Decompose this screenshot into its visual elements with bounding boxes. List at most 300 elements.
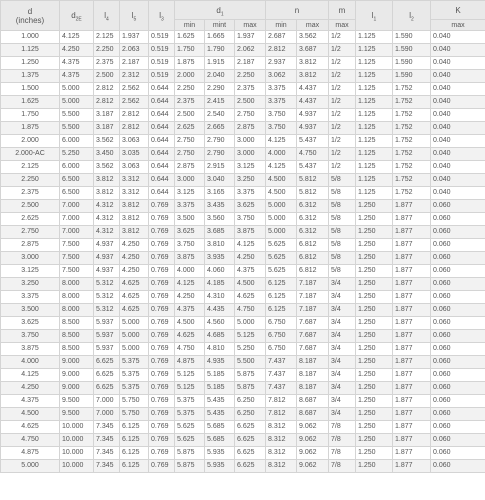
cell-k: 0.040 — [431, 83, 485, 96]
header-l4-symbol: l — [104, 11, 106, 20]
cell-l2: 1.877 — [393, 447, 431, 460]
cell-l3: 0.769 — [149, 356, 175, 369]
cell-k: 0.060 — [431, 291, 485, 304]
cell-l4: 2.812 — [94, 83, 120, 96]
cell-d: 4.750 — [1, 434, 60, 447]
cell-l4: 6.625 — [94, 382, 120, 395]
cell-d: 3.625 — [1, 317, 60, 330]
cell-l5: 5.000 — [120, 330, 149, 343]
cell-l2: 1.877 — [393, 213, 431, 226]
table-row — [1, 148, 485, 161]
cell-n-min: 5.000 — [266, 213, 297, 226]
header-d1-mint: mint — [205, 20, 235, 31]
cell-l1: 1.125 — [356, 122, 393, 135]
cell-n-max: 7.187 — [297, 278, 329, 291]
cell-l4: 3.450 — [94, 148, 120, 161]
cell-d1-max: 2.875 — [235, 122, 266, 135]
cell-l1: 1.250 — [356, 460, 393, 473]
cell-l5: 5.750 — [120, 395, 149, 408]
cell-l5: 3.035 — [120, 148, 149, 161]
cell-l4: 7.000 — [94, 408, 120, 421]
cell-l5: 4.625 — [120, 278, 149, 291]
cell-l2: 1.752 — [393, 135, 431, 148]
cell-m: 5/8 — [329, 187, 356, 200]
cell-d1-max: 5.125 — [235, 330, 266, 343]
cell-d2e: 6.500 — [60, 187, 94, 200]
cell-l4: 7.345 — [94, 460, 120, 473]
cell-d1-min: 5.625 — [175, 434, 205, 447]
cell-d1-min: 1.875 — [175, 57, 205, 70]
cell-d1-min: 5.375 — [175, 408, 205, 421]
table-row — [1, 187, 485, 200]
cell-l1: 1.125 — [356, 148, 393, 161]
cell-n-min: 7.812 — [266, 395, 297, 408]
cell-d2e: 7.000 — [60, 226, 94, 239]
cell-k: 0.060 — [431, 382, 485, 395]
cell-d1-max: 1.937 — [235, 31, 266, 44]
cell-d1-max: 3.250 — [235, 174, 266, 187]
header-d1-min: min — [175, 20, 205, 31]
cell-l5: 2.812 — [120, 122, 149, 135]
cell-k: 0.060 — [431, 330, 485, 343]
cell-l5: 6.125 — [120, 434, 149, 447]
cell-d2e: 4.375 — [60, 70, 94, 83]
cell-l2: 1.590 — [393, 70, 431, 83]
cell-d1-mint: 5.435 — [205, 408, 235, 421]
cell-n-min: 5.625 — [266, 252, 297, 265]
cell-d2e: 6.500 — [60, 174, 94, 187]
cell-l1: 1.125 — [356, 57, 393, 70]
cell-d1-min: 4.375 — [175, 304, 205, 317]
cell-n-min: 6.125 — [266, 291, 297, 304]
cell-d2e: 5.250 — [60, 148, 94, 161]
cell-n-max: 4.937 — [297, 122, 329, 135]
cell-m: 3/4 — [329, 304, 356, 317]
cell-n-min: 6.750 — [266, 317, 297, 330]
cell-m: 1/2 — [329, 148, 356, 161]
cell-l1: 1.125 — [356, 187, 393, 200]
cell-d: 2.125 — [1, 161, 60, 174]
cell-d2e: 8.000 — [60, 278, 94, 291]
cell-l5: 6.125 — [120, 421, 149, 434]
cell-l1: 1.250 — [356, 239, 393, 252]
table-row — [1, 83, 485, 96]
cell-d: 1.000 — [1, 31, 60, 44]
cell-d1-max: 2.250 — [235, 70, 266, 83]
cell-n-max: 7.187 — [297, 291, 329, 304]
cell-l1: 1.250 — [356, 252, 393, 265]
cell-l4: 7.000 — [94, 395, 120, 408]
cell-l5: 2.562 — [120, 83, 149, 96]
cell-n-max: 3.812 — [297, 57, 329, 70]
cell-d: 2.000-AC — [1, 148, 60, 161]
cell-l5: 1.937 — [120, 31, 149, 44]
table-row — [1, 44, 485, 57]
table-row — [1, 96, 485, 109]
cell-n-max: 9.062 — [297, 460, 329, 473]
table-row — [1, 369, 485, 382]
cell-d: 2.000 — [1, 135, 60, 148]
cell-d1-mint: 5.685 — [205, 434, 235, 447]
cell-n-min: 2.937 — [266, 57, 297, 70]
cell-d1-mint: 3.435 — [205, 200, 235, 213]
cell-d1-min: 5.625 — [175, 421, 205, 434]
cell-d2e: 9.000 — [60, 356, 94, 369]
cell-k: 0.060 — [431, 369, 485, 382]
cell-l3: 0.769 — [149, 382, 175, 395]
cell-n-min: 6.750 — [266, 330, 297, 343]
table-row — [1, 174, 485, 187]
header-l2 — [393, 1, 431, 31]
cell-m: 3/4 — [329, 330, 356, 343]
cell-d1-mint: 3.935 — [205, 252, 235, 265]
cell-d: 4.125 — [1, 369, 60, 382]
cell-l2: 1.877 — [393, 239, 431, 252]
cell-l2: 1.877 — [393, 356, 431, 369]
cell-l4: 7.345 — [94, 421, 120, 434]
cell-d1-min: 5.875 — [175, 460, 205, 473]
cell-n-min: 3.750 — [266, 122, 297, 135]
cell-d: 2.375 — [1, 187, 60, 200]
cell-d1-max: 5.000 — [235, 317, 266, 330]
cell-d: 3.125 — [1, 265, 60, 278]
cell-m: 3/4 — [329, 343, 356, 356]
cell-k: 0.040 — [431, 174, 485, 187]
table-row — [1, 226, 485, 239]
cell-l4: 4.312 — [94, 200, 120, 213]
cell-l3: 0.769 — [149, 239, 175, 252]
cell-l4: 3.562 — [94, 135, 120, 148]
cell-l3: 0.644 — [149, 109, 175, 122]
cell-d1-min: 4.750 — [175, 343, 205, 356]
cell-l2: 1.877 — [393, 278, 431, 291]
cell-l5: 2.812 — [120, 109, 149, 122]
cell-d2e: 6.000 — [60, 161, 94, 174]
cell-k: 0.060 — [431, 317, 485, 330]
table-row — [1, 239, 485, 252]
cell-d: 5.000 — [1, 460, 60, 473]
cell-l3: 0.644 — [149, 96, 175, 109]
cell-n-min: 3.062 — [266, 70, 297, 83]
cell-d2e: 8.500 — [60, 317, 94, 330]
cell-l4: 7.345 — [94, 434, 120, 447]
cell-d1-mint: 2.790 — [205, 135, 235, 148]
cell-d: 2.250 — [1, 174, 60, 187]
table-row — [1, 434, 485, 447]
cell-l1: 1.125 — [356, 31, 393, 44]
header-l4-sub: 4 — [106, 16, 109, 23]
header-row-primary — [1, 1, 485, 20]
cell-l1: 1.125 — [356, 109, 393, 122]
cell-m: 5/8 — [329, 200, 356, 213]
cell-d1-max: 6.250 — [235, 408, 266, 421]
cell-l1: 1.250 — [356, 343, 393, 356]
cell-k: 0.060 — [431, 304, 485, 317]
table-row — [1, 395, 485, 408]
header-d-unit: (inches) — [15, 15, 45, 25]
table-row — [1, 304, 485, 317]
cell-m: 5/8 — [329, 252, 356, 265]
cell-d2e: 4.375 — [60, 57, 94, 70]
cell-n-max: 5.437 — [297, 161, 329, 174]
cell-n-min: 7.812 — [266, 408, 297, 421]
cell-l5: 4.625 — [120, 291, 149, 304]
cell-l4: 2.500 — [94, 70, 120, 83]
cell-d: 2.875 — [1, 239, 60, 252]
header-k-max: max — [431, 20, 485, 31]
cell-d1-min: 4.625 — [175, 330, 205, 343]
cell-l2: 1.752 — [393, 148, 431, 161]
cell-l2: 1.877 — [393, 200, 431, 213]
cell-d2e: 8.000 — [60, 291, 94, 304]
cell-l2: 1.877 — [393, 395, 431, 408]
cell-k: 0.040 — [431, 187, 485, 200]
cell-n-min: 2.812 — [266, 44, 297, 57]
cell-d1-max: 5.500 — [235, 356, 266, 369]
cell-n-min: 3.375 — [266, 83, 297, 96]
cell-d2e: 4.250 — [60, 44, 94, 57]
cell-d1-mint: 5.185 — [205, 369, 235, 382]
cell-d1-max: 6.625 — [235, 447, 266, 460]
cell-d1-max: 4.625 — [235, 291, 266, 304]
cell-l1: 1.250 — [356, 434, 393, 447]
cell-l3: 0.769 — [149, 330, 175, 343]
cell-d2e: 9.000 — [60, 369, 94, 382]
cell-l2: 1.877 — [393, 382, 431, 395]
header-m-max: max — [329, 20, 356, 31]
cell-m: 3/4 — [329, 395, 356, 408]
cell-l2: 1.877 — [393, 434, 431, 447]
cell-k: 0.060 — [431, 356, 485, 369]
cell-n-max: 9.062 — [297, 421, 329, 434]
header-l3-symbol: l — [159, 11, 161, 20]
cell-l3: 0.769 — [149, 395, 175, 408]
cell-d2e: 8.500 — [60, 343, 94, 356]
cell-d1-min: 2.875 — [175, 161, 205, 174]
header-d2e — [60, 1, 94, 31]
cell-l2: 1.752 — [393, 122, 431, 135]
cell-n-min: 5.625 — [266, 239, 297, 252]
cell-k: 0.060 — [431, 434, 485, 447]
cell-l2: 1.877 — [393, 304, 431, 317]
cell-d: 1.875 — [1, 122, 60, 135]
table-row — [1, 343, 485, 356]
cell-d2e: 6.000 — [60, 135, 94, 148]
cell-n-max: 7.687 — [297, 317, 329, 330]
cell-d1-max: 3.625 — [235, 200, 266, 213]
cell-l5: 2.562 — [120, 96, 149, 109]
cell-d1-max: 3.000 — [235, 135, 266, 148]
cell-d1-max: 6.625 — [235, 460, 266, 473]
header-d1 — [175, 1, 266, 20]
cell-d1-min: 2.375 — [175, 96, 205, 109]
cell-l2: 1.877 — [393, 291, 431, 304]
cell-n-min: 7.437 — [266, 356, 297, 369]
cell-l1: 1.250 — [356, 304, 393, 317]
cell-d: 1.125 — [1, 44, 60, 57]
cell-l3: 0.644 — [149, 174, 175, 187]
cell-d1-max: 5.875 — [235, 382, 266, 395]
cell-d1-mint: 1.790 — [205, 44, 235, 57]
cell-n-min: 6.750 — [266, 343, 297, 356]
cell-d1-mint: 5.685 — [205, 421, 235, 434]
cell-d: 3.500 — [1, 304, 60, 317]
table-row — [1, 109, 485, 122]
cell-n-max: 3.687 — [297, 44, 329, 57]
cell-d1-max: 4.250 — [235, 252, 266, 265]
cell-d: 1.375 — [1, 70, 60, 83]
cell-m: 5/8 — [329, 174, 356, 187]
cell-d: 4.500 — [1, 408, 60, 421]
cell-d1-max: 3.000 — [235, 148, 266, 161]
cell-k: 0.060 — [431, 460, 485, 473]
cell-d: 4.000 — [1, 356, 60, 369]
cell-d1-mint: 3.040 — [205, 174, 235, 187]
cell-d1-mint: 3.165 — [205, 187, 235, 200]
cell-d: 2.500 — [1, 200, 60, 213]
cell-l5: 3.812 — [120, 213, 149, 226]
header-l1-sub: 1 — [373, 16, 377, 23]
cell-d2e: 7.500 — [60, 265, 94, 278]
cell-n-max: 5.437 — [297, 135, 329, 148]
header-d2e-sub: 2E — [75, 16, 82, 23]
cell-l1: 1.250 — [356, 421, 393, 434]
cell-d1-max: 6.625 — [235, 421, 266, 434]
cell-d1-mint: 2.040 — [205, 70, 235, 83]
cell-l4: 4.937 — [94, 239, 120, 252]
cell-d2e: 8.000 — [60, 304, 94, 317]
table-row — [1, 122, 485, 135]
cell-m: 3/4 — [329, 356, 356, 369]
cell-l3: 0.519 — [149, 44, 175, 57]
cell-n-max: 5.812 — [297, 174, 329, 187]
cell-n-min: 5.000 — [266, 200, 297, 213]
cell-n-min: 4.500 — [266, 174, 297, 187]
cell-d1-min: 5.125 — [175, 382, 205, 395]
cell-l3: 0.644 — [149, 148, 175, 161]
cell-l4: 3.812 — [94, 187, 120, 200]
cell-l4: 3.562 — [94, 161, 120, 174]
cell-l1: 1.125 — [356, 44, 393, 57]
cell-d: 2.750 — [1, 226, 60, 239]
cell-d1-max: 4.750 — [235, 304, 266, 317]
header-k-symbol: K — [455, 5, 461, 15]
cell-k: 0.060 — [431, 447, 485, 460]
cell-d: 1.750 — [1, 109, 60, 122]
header-k — [431, 1, 485, 20]
cell-l1: 1.250 — [356, 447, 393, 460]
cell-l2: 1.877 — [393, 252, 431, 265]
cell-l4: 5.937 — [94, 330, 120, 343]
cell-l1: 1.250 — [356, 395, 393, 408]
cell-k: 0.060 — [431, 252, 485, 265]
cell-l5: 3.312 — [120, 174, 149, 187]
cell-d1-mint: 4.810 — [205, 343, 235, 356]
cell-n-min: 7.437 — [266, 382, 297, 395]
cell-k: 0.060 — [431, 421, 485, 434]
cell-d2e: 10.000 — [60, 421, 94, 434]
header-m-symbol: m — [338, 5, 346, 15]
cell-n-max: 9.062 — [297, 434, 329, 447]
cell-m: 7/8 — [329, 421, 356, 434]
cell-d1-mint: 3.810 — [205, 239, 235, 252]
cell-d1-min: 2.250 — [175, 83, 205, 96]
cell-l4: 6.625 — [94, 369, 120, 382]
table-row — [1, 408, 485, 421]
cell-m: 7/8 — [329, 447, 356, 460]
table-row — [1, 447, 485, 460]
cell-l2: 1.752 — [393, 161, 431, 174]
cell-l3: 0.769 — [149, 226, 175, 239]
table-row — [1, 213, 485, 226]
cell-l3: 0.644 — [149, 161, 175, 174]
cell-k: 0.060 — [431, 213, 485, 226]
cell-l3: 0.644 — [149, 122, 175, 135]
cell-m: 7/8 — [329, 460, 356, 473]
cell-l5: 6.125 — [120, 460, 149, 473]
cell-d: 4.625 — [1, 421, 60, 434]
cell-d1-mint: 2.540 — [205, 109, 235, 122]
cell-d1-min: 4.125 — [175, 278, 205, 291]
cell-l3: 0.769 — [149, 369, 175, 382]
cell-d: 4.375 — [1, 395, 60, 408]
cell-l4: 5.312 — [94, 291, 120, 304]
cell-l4: 2.250 — [94, 44, 120, 57]
cell-l5: 5.375 — [120, 369, 149, 382]
cell-m: 1/2 — [329, 31, 356, 44]
header-d-label: d — [27, 6, 33, 16]
cell-n-max: 7.687 — [297, 330, 329, 343]
cell-n-max: 4.437 — [297, 96, 329, 109]
cell-l3: 0.769 — [149, 317, 175, 330]
cell-k: 0.060 — [431, 343, 485, 356]
cell-d2e: 5.500 — [60, 122, 94, 135]
cell-d1-max: 3.375 — [235, 187, 266, 200]
cell-d1-mint: 4.560 — [205, 317, 235, 330]
cell-n-min: 7.437 — [266, 369, 297, 382]
header-d2e-symbol: d — [71, 11, 76, 20]
header-n-symbol: n — [294, 5, 300, 15]
cell-n-min: 4.000 — [266, 148, 297, 161]
cell-l4: 2.812 — [94, 96, 120, 109]
cell-k: 0.040 — [431, 135, 485, 148]
cell-l3: 0.769 — [149, 460, 175, 473]
cell-l1: 1.125 — [356, 174, 393, 187]
cell-l4: 7.345 — [94, 447, 120, 460]
cell-d1-min: 3.125 — [175, 187, 205, 200]
cell-d1-max: 3.125 — [235, 161, 266, 174]
cell-l1: 1.125 — [356, 161, 393, 174]
cell-m: 5/8 — [329, 265, 356, 278]
cell-n-min: 4.125 — [266, 135, 297, 148]
cell-l1: 1.250 — [356, 265, 393, 278]
cell-k: 0.060 — [431, 265, 485, 278]
cell-n-max: 3.812 — [297, 70, 329, 83]
cell-d1-max: 3.750 — [235, 213, 266, 226]
cell-d: 4.250 — [1, 382, 60, 395]
cell-k: 0.060 — [431, 239, 485, 252]
cell-d: 3.375 — [1, 291, 60, 304]
cell-d1-max: 6.250 — [235, 395, 266, 408]
cell-d1-min: 4.500 — [175, 317, 205, 330]
cell-d1-min: 2.750 — [175, 135, 205, 148]
cell-k: 0.040 — [431, 122, 485, 135]
cell-m: 1/2 — [329, 135, 356, 148]
cell-l4: 2.375 — [94, 57, 120, 70]
cell-d1-min: 3.000 — [175, 174, 205, 187]
cell-l3: 0.769 — [149, 278, 175, 291]
cell-l5: 4.625 — [120, 304, 149, 317]
